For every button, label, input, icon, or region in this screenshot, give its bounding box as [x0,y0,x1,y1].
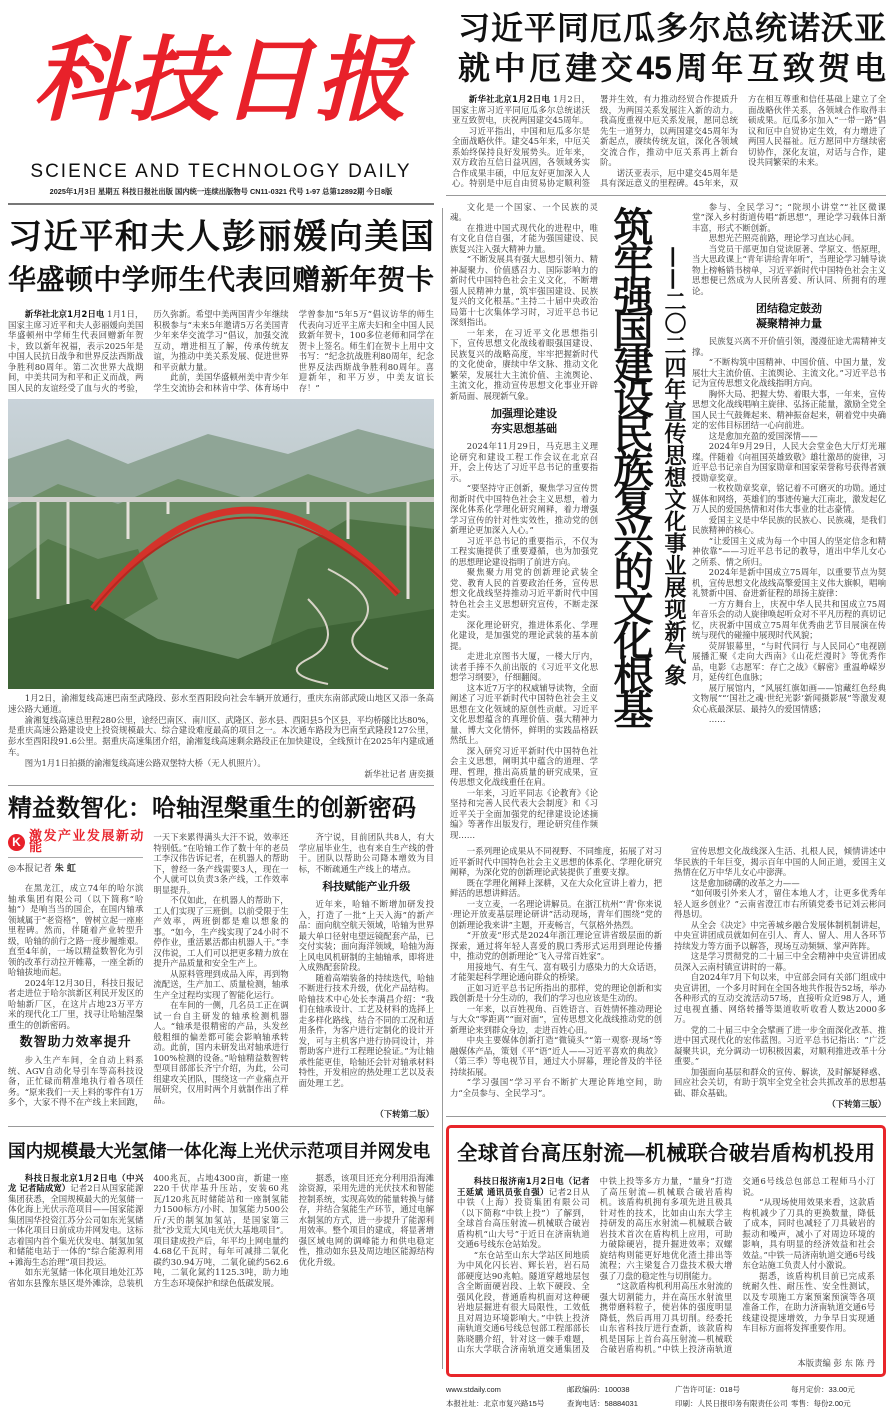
footer-retail-price: 零售：每份2.00元 [791,1399,851,1408]
ecuador-headline-line2[interactable]: 就中厄建交45周年互致贺电 [458,50,886,86]
culture-title[interactable]: 筑牢强国建设民族复兴的文化根基 [607,205,653,723]
subheading: 加强理论建设 夯实思想基础 [491,407,557,435]
paragraph: “不断构筑中国精神、中国价值、中国力量，发展壮大主流价值、主流舆论、主流文化。”习近平总书记为宣传思想文化战线指明方向。 [692,357,886,388]
divider [8,1126,434,1127]
paragraph: 一枚枚勋章奖章，铭记着不可磨灭的功勋。通过媒体和网络，英雄们的事迹传遍大江南北，激发起亿万人民的爱国热情和对伟大事业的壮志豪情。 [692,483,886,514]
ecuador-headline-line1[interactable]: 习近平同厄瓜多尔总统诺沃亚 [458,10,886,46]
paragraph: “这款盾构机利用高压水射流的强大切割能力，并在高压水射流里携带磨料粒子，使岩体的强度明显降低，然后再用刀具切削。经委托山东省科技厅进行查新，该款盾构机是国际上首台高压射流—机械联合破岩盾构机。”中铁上投济南轨道交通6号线总包部总工程师马小汀说。 [599,1176,875,1354]
solar-article-body [8,1173,434,1289]
harbin-article-body [8,829,434,1108]
paragraph: 民族复兴离不开价值引领，漫漫征途尤需精神支撑。 [692,336,886,357]
paragraph: 诺沃亚表示，厄中建交45周年是具有深远意义的里程碑。45年来，双方在相互尊重和信任基础上建立了全面战略伙伴关系，各领域合作取得丰硕成果。厄瓜多尔加入“一带一路”倡议和厄中自贸协定生效，有力增进了两国人民福祉。厄方愿同中方继续密切协作，深化友谊，对话与合作，建设共同繁荣的未来。 [600,94,886,188]
culture-left-column [450,202,598,841]
footer-postcode: 邮政编码：100038 [567,1385,630,1394]
paragraph: 习近平总书记的重要指示，不仅为工程实施提供了重要遵循，也为加强党的思想理论建设指明了前进方向。 [450,535,598,567]
issue-info-line: 2025年1月3日 星期五 科技日报社出版 国内统一连续出版物号 CN11-0321 代号 1-97 总第12892期 今日8版 [49,187,393,196]
subheading: 科技赋能产业升级 [322,880,411,894]
paragraph [452,94,590,126]
paragraph: 一年来，习近平同志《论教育》《论坚持和完善人民代表大会制度》和《习近平关于全面加强党的纪律建设论述摘编》等著作出版发行，理论研究佳作频现…… [450,787,598,840]
culture-bottom [446,846,886,1098]
paragraph: 这是愈加充盈的爱国深情—— [708,430,818,441]
paragraph: 2024年9月29日，人民大会堂金色大厅灯光璀璨。伴随着《向祖国英雄致敬》雄壮激昂的旋律，习近平总书记亲自为国家勋章和国家荣誉称号获得者颁授勋章奖章。 [692,441,886,483]
culture-right-column [692,202,886,725]
paragraph: 聚焦聚力用党的创新理论武装全党、教育人民的首要政治任务，宣传思想文化战线坚持推动习近平新时代中国特色社会主义思想研究宣传，不断走深走实。 [450,567,598,619]
byline [8,863,143,875]
paragraph [8,1173,143,1268]
culture-bottom-right-column [674,846,886,1098]
masthead-divider [8,203,434,205]
paragraph: 正如习近平总书记所指出的那样，党的理论创新和实践创新是十分生动的，我们的学习也应该是生动的。 [450,982,662,1003]
paragraph: 展厅展馆内，“风展红旗如画——馆藏红色经典文物展”“‘国社之魂·世纪光影’新闻摄影展”等激发观众心底最深层、最持久的爱国情感； [692,682,886,714]
paragraph: 步入生产车间，全自动上料系统、AGV自动化导引车等高科技设备，正忙碌而精准地执行着各项任务。“原来我们一天上料的零件有1万多个，大家不得不在产线上来回跑，一天下来累得满头大汗不说，效率还特别低。”在哈轴工作了数十年的老员工李汉伟告诉记者，在机器人的帮助下，曾经一条产线需要3人，现在一个人就可以负责3条产线，工作效率明显提升。 [8,832,289,1108]
paragraph: 在车间的一侧，几名员工正在调试一台自主研发的轴承检测机器人。“轴承是很精密的产品，头发丝般粗细的偏差都可能会影响轴承转动。此前，国内未研发出对轴承进行100%检测的设备。”哈轴精益数智转型项目部部长齐宁介绍，为此，公司组建攻关团队，围绕这一产业痛点开展研究，仅用时两个月就制作出了样品。 [153,1000,289,1105]
paragraph: 荧屏银幕里，“与时代同行 与人民同心”电视剧展播汇聚《走向大西南》《山花烂漫时》等优秀作品，电影《志愿军：存亡之战》《解密》重温峥嵘岁月，延传红色血脉； [692,640,886,682]
paragraph: 爱国主义是中华民族的民族心、民族魂，是我们民族精神的核心。 [692,514,886,535]
paragraph: 参与、全民学习”；“院坝小讲堂”“社区微课堂”深入乡村街道传唱“新思想”，理论学习载体日渐丰富，形式不断创新。 [692,201,886,233]
paragraph: 不仅如此，在机器人的帮助下，工人们实现了三班倒。以前受限于生产效率，两班倒都是难以想象的事。“如今，生产线实现了24小时不停作业，重活累活都由机器人干。”李汉伟说，工人们可以把更多精力放在提升产品质量和安全生产上。 [153,895,289,969]
paragraph: 这是愈加磅礴的改革之力—— [690,877,800,888]
photo-credit: 新华社记者 唐奕摄 [364,768,434,779]
paragraph: 据悉，该盾构机目前已完成系统耐久性、耐压性、安全性测试，以及专项施工方案预案预演等各项准备工作，在助力济南轨道交通6号线建设提速增效，力争早日实现通车目标方面将发挥重要作用。 [742,1270,875,1333]
footer-address: 本报社址：北京市复兴路15号 [446,1399,545,1408]
paragraph-text: 1月2日，国家主席习近平同厄瓜多尔总统诺沃亚互致贺电，庆祝两国建交45周年。 [452,94,590,125]
paragraph: 此前，美国华盛顿州美中青少年学生交流协会和林肯中学、体育场中学曾参加“5年5万”倡议访华的师生代表向习近平主席夫妇和全中国人民致新年贺卡，100多位老师和同学在贺卡上签名。师生们在贺卡上用中文书写：“纪念抗战胜利80周年，纪念世界反法西斯战争胜利80周年。喜迎新年，和平万岁，中美友谊长存！” [153,309,434,393]
paragraph: 近年来，哈轴不断增加研发投入，打造了一批“上天入海”的新产品：面向航空航天领域，哈轴为世界最大单口径射电望远镜配套产品，已交付实装；面向海洋领域，哈轴为海上风电风机研制的主轴轴承，即将进入成熟配套阶段。 [298,899,434,973]
subheading: 数智助力效率提升 [19,1035,132,1051]
paragraph: 当党员干部更加自觉读原著、学原文、悟原理，当大思政课上“青年讲给青年听”，当理论学习辅导读物上榜畅销书榜单，习近平新时代中国特色社会主义思想便已然成为人民所喜爱、所认同、所拥有的理论。 [692,243,886,296]
paragraph: “从现场使用效果来看，这款盾构机减少了刀具的更换数量，降低了成本，同时也减轻了刀具破岩的振动和噪声，减小了对周边环境的影响，具有明显的经济效益和社会效益。”中铁一局济南轨道交通6号线东仓站施工负责人付小激说。 [742,1197,875,1270]
masthead-logo: 科技日报 [32,26,409,134]
paragraph: “不断发展具有强大思想引领力、精神凝聚力、价值感召力、国际影响力的新时代中国特色社会主义文化，不断增强人民精神力量，筑牢强国建设、民族复兴的文化根基。”主持二十届中央政治局第十七次集体学习时，习近平总书记深刻指出。 [450,254,598,327]
byline-prefix: ◎本报记者 [8,864,52,875]
culture-subtitle: ——二〇二四年宣传思想文化事业展现新气象 [661,245,687,686]
footer-website[interactable]: www.stdaily.com [446,1385,501,1394]
paragraph: …… [708,714,726,724]
paragraph: 如东光氢储一体化项目地处江苏省如东县豫东垦区堤外滩涂，总装机400兆瓦，占地4300亩，新建一座220千伏岸基升压站，安装60兆瓦/120兆瓦时储能站和一座制氢能力1500标方/小时、加氢能力500公斤/天的制氢加氢站，是国家第三批“沙戈荒大风电光伏大基地项目”。项目建成投产后，年平均上网电量约4.68亿千瓦时，每年可减排二氧化碳约30.94万吨，二氧化硫约562.6吨，二氧化氮约1125.3吨，助力地方生态环境保护和绿色低碳发展。 [8,1172,289,1288]
paragraph: “要坚持守正创新，聚焦学习宣传贯彻新时代中国特色社会主义思想，着力深化体系化学理化研究阐释，着力增强学习宣传的针对性实效性，推动党的创新理论更加深入人心。” [450,483,598,535]
paragraph-text: 记者2日从中铁（上海）投资集团有限公司（以下简称“中铁上投”）了解到，全球首台高压射流—机械联合破岩盾构机“山大号”于近日在济南轨道交通6号线东仓站始发。 [457,1186,590,1249]
paragraph: 深化理论研究，推进体系化、学理化建设，是加强党的理论武装的基本前提。 [450,619,598,651]
bridge-photo [8,399,434,689]
paragraph: 2024年12月30日，科技日报记者走进位于哈尔滨新区利民开发区的哈轴新厂区，在这片占地23万平方米的现代化工厂里，找寻让哈轴涅槃重生的创新密码。 [8,977,144,1030]
paragraph: 2024年11月29日，马克思主义理论研究和建设工程工作会议在北京召开，会上传达了习近平总书记的重要指示。 [450,441,598,483]
kicker-banner [8,829,144,858]
paragraph: 加强面向基层和群众的宣传、解读，及时解疑释惑、回应社会关切，有助于筑牢全党全社会共抓改革的思想基础、群众基础。 [674,1066,886,1098]
right-half [442,8,886,1409]
photo-caption [8,693,434,769]
paragraph: 齐宁说，目前团队共8人，有大学应届毕业生，也有来自生产线的骨干。团队以帮助公司降本增效为目标，不断疏通生产线上的堵点。 [298,832,434,874]
paragraph: 从原料管理到成品入库，再到物流配送，生产加工、质量检测，轴承生产全过程均实现了智能化运行。 [153,968,289,1000]
paragraph: “让爱国主义成为每一个中国人的坚定信念和精神依靠”——习近平总书记的教导，道出中华儿女心之所系、情之所归。 [692,535,886,567]
paragraph: 一年来，在习近平文化思想指引下，宣传思想文化战线着眼强国建设、民族复兴的战略高度，牢牢把握新时代的文化使命，赓续中华文脉、推动文化繁荣，发展壮大主流价值、主流舆论、主流文化，推动宣传思想文化事业开辟新局面、展现新气象。 [450,327,598,401]
paragraph-text: 记者2日从国家能源集团获悉，全国规模最大的光氢储一体化海上光伏示范项目——国家能源集团国华投资江苏分公司如东光氢储一体化项目日前成功并网发电。这标志着国内首个集光伏发电、制氢加氢和储能电站于一体的“综合能源利用+滩海生态治理”项目投运。 [8,1183,144,1267]
paragraph: 一方方舞台上，庆祝中华人民共和国成立75周年音乐会的动人旋律唤起听众对不平凡历程的真切记忆，庆祝新中国成立75周年优秀曲艺节目展演在传统与现代的碰撞中展现时代风貌； [692,598,886,640]
footer-phone: 查询电话：58884031 [567,1399,638,1408]
footer [446,1385,886,1409]
culture-article [446,202,886,841]
newyear-card-headline-line1[interactable]: 习近平和夫人彭丽媛向美国 [8,218,434,256]
shield-highlight-box [446,1125,886,1377]
paragraph: 一系列理论成果从不同视野、不同维度，拓展了对习近平新时代中国特色社会主义思想的体系化、学理化研究阐释，为深化党的创新理论武装提供了重要支撑。 [450,846,662,877]
paragraph: 一支立麦，一名理论讲解员。在浙江杭州“‘青’你来说·理论开放麦基层理论研讲”活动现场，青年们围绕“党的创新理论我来讲”主题，开麦畅言，气氛格外热烈。 [450,898,662,930]
divider [8,785,434,786]
dateline: 科技日报济南1月2日电（记者王延斌 通讯员张自强） [457,1176,590,1197]
harbin-headline[interactable]: 精益数智化：哈轴涅槃重生的创新密码 [8,795,416,823]
shield-article-body [457,1176,875,1355]
paragraph: 渝湘复线高速总里程280公里，途经巴南区、南川区、武隆区、彭水县、酉阳县5个区县，平均桥隧比达80%，是重庆高速公路建设史上投资规模最大、综合建设难度最高的项目之一。本次通车路段为巴南至武隆段127公里，彭水至酉阳段91.6公里。据重庆高速集团介绍，渝湘复线高速剩余路段正在加快建设，全线预计在2025年内建成通车。 [8,714,434,757]
ecuador-article-body [446,94,886,189]
paragraph: 从全会《决定》中完善城乡融合发展体制机制讲起，中央宣讲团成员就如何在引人、育人、留人、用人各环节持续发力等方面予以解答，现场互动频频、掌声阵阵。 [674,919,886,951]
footer-ad-license: 广告许可证：018号 [675,1385,741,1394]
k-logo-icon: K [8,834,25,851]
culture-bottom-left-column [450,846,662,1098]
divider [446,195,886,196]
paragraph: “东仓站至山东大学站区间地质为中风化闪长岩、辉长岩，岩石局部硬度达90兆帕。隧道穿越地层包含全断面硬岩段、上软下硬段、全强风化段，普通盾构机面对这种硬岩地层掘进有很大局限性，工效低且对周边环境影响大。”中铁上投济南轨道交通6号线总包部工程部部长陈晓鹏介绍，针对这一棘手难题，山东大学联合济南轨道交通集团及中铁上投等多方力量，“量身”打造了高压射流—机械联合破岩盾构机。该盾构机拥有多项先进且极具针对性的技术，比如由山东大学主持研发的高压水射流—机械联合破岩技术首次在盾构机上应用，可助力破除硬岩，提升掘进效率；双螺旋结构则能更好地优化渣土排出等流程；六主梁复合刀盘技术极大增强了刀盘的稳定性与切削能力。 [457,1176,733,1354]
paragraph: 据悉，该项目还充分利用沿海滩涂资源，采用先进的光伏技术和智能控制系统，实现高效的能量转换与储存，并结合氢能生产环节，通过电解水制氢的方式，进一步提升了能源利用效率。整个项目的建成，将显著增强区域电网的调峰能力和供电稳定性，推动如东县及周边地区能源结构优化升级。 [298,1172,434,1267]
footer-printer: 印刷：人民日报印务有限责任公司 [675,1399,788,1408]
paragraph: 在黑龙江，成立74年的哈尔滨轴承集团有限公司（以下简称“哈轴”）是响当当的国企，在国内轴承领域属于“老资格”，曾树立起一座座里程碑。然而，伴随着产业转型升级，哈轴的前行之路一度步履维艰。直至4年前，一场以精益数智化为引领的改革行动拉开帷幕，一座全新的哈轴拔地而起。 [8,883,144,978]
shield-headline[interactable]: 全球首台高压射流—机械联合破岩盾构机投用 [457,1142,875,1165]
paragraph: 胸怀大局、把握大势、着眼大事，一年来，宣传思想文化战线唱响主旋律、弘扬正能量，激励全党全国人民士气鼓舞起来、精神振奋起来，朝着党中央确定的宏伟目标团结一心向前进。 [692,388,886,430]
paragraph: 宣传思想文化战线深入生活、扎根人民，倾情讲述中华民族的千年巨变，揭示百年中国的人间正道，爱国主义热情在亿万中华儿女心中澎湃。 [674,846,886,877]
paragraph: 走进北京图书大厦，一楼大厅内，读者手捧不久前出版的《习近平文化思想学习纲要》，仔细翻阅。 [450,651,598,682]
left-half [8,0,434,1288]
paragraph [457,1176,590,1250]
divider [442,208,443,1369]
culture-continued-note[interactable]: （下转第三版） [827,1099,886,1109]
paragraph: 在推进中国式现代化的进程中，唯有文化自信自强，才能为强国建设、民族复兴注入强大精神力量。 [450,222,598,254]
paragraph: “如何吸引外来人才，留住本地人才，让更多优秀年轻人返乡创业？”云南省澄江市右所镇党委书记刘云彬问得恳切。 [674,888,886,919]
dateline: 科技日报北京1月2日电（中兴龙 记者陆成宽） [8,1172,144,1194]
editor-line: 本版责编 彭 东 陈 丹 [797,1357,875,1368]
paragraph: 一年来，以百姓视角、百姓语言、百姓情怀推动理论与大众“零距离”“面对面”，宣传思想文化战线推动党的创新理论来到群众身边，走进百姓心田。 [450,1003,662,1035]
subheading: 团结稳定鼓劲 凝聚精神力量 [756,302,822,330]
dateline: 新华社北京1月2日电 [468,94,551,104]
paragraph: 深入研究习近平新时代中国特色社会主义思想，阐明其中蕴含的道理、学理、哲理，推出高质量的研究成果，宣传思想文化战线重任在肩。 [450,745,598,787]
dateline: 新华社北京1月2日电 [24,309,105,319]
paragraph: 党的二十届三中全会擘画了进一步全面深化改革、推进中国式现代化的宏伟蓝图。习近平总书记指出：“广泛凝聚共识，充分调动一切积极因素，对顺利推进改革十分重要。” [674,1024,886,1066]
paragraph: 2024年是新中国成立75周年，以重要节点为契机，宣传思想文化战线高擎爱国主义伟大旗帜，唱响礼赞新中国、奋进新征程的昂扬主旋律： [692,567,886,598]
newyear-card-article-body [8,309,434,393]
paragraph: 这本近7万字的权威辅导读物，全面阐述了习近平新时代中国特色社会主义思想在文化领域的原创性贡献。习近平文化思想蕴含的真理价值、强大精神力量、博大文化情怀，鲜明的实践品格跃然纸上。 [450,682,598,745]
paragraph: 1月2日，渝湘复线高速巴南至武隆段、彭水至酉阳段向社会车辆开放通行，重庆东南部武陵山地区又添一条高速公路大通道。 [8,693,434,714]
paragraph: 自2024年7月下旬以来，中宣部会同有关部门组成中央宣讲团，一个多月时间在全国各地共作报告52场，举办各种形式的互动交流活动57场，直接听众近98万人，通过电视直播、网络转播等渠道收听收看人数达2000多万。 [674,972,886,1024]
paragraph: 文化是一个国家、一个民族的灵魂。 [450,201,598,222]
byline-name: 朱 虹 [54,864,76,875]
paragraph-text: 1月1日，国家主席习近平和夫人彭丽媛向美国华盛顿州中学师生代表回赠新年贺卡，致以新年祝福，表示2025年是中国人民抗日战争和世界反法西斯战争胜利80周年。第二次世界大战期间，中美共同为和平和正义而战，两国人民的友谊经受了血与火的考验，历久弥新。希望中美两国青少年继续积极参与“未来5年邀请5万名美国青少年来华交流学习”倡议，加强交流互动，增进相互了解，传承传统友谊，为推动中美关系发展、促进世界和平贡献力量。 [8,309,289,393]
footer-monthly-price: 每月定价：33.00元 [791,1385,855,1394]
kicker-label: 激发产业发展新动能 [29,829,144,855]
paragraph: 中央主要媒体创新打造“微镜头”“第一观察·现场”等融媒体产品，策划《平“语”近人——习近平喜欢的典故》（第三季）等电视节目，通过大小屏幕，理论普及的半径持续拓展。 [450,1035,662,1077]
paragraph: 习近平指出，中国和厄瓜多尔是全面战略伙伴。建交45年来，中厄关系始终保持良好发展势头。近年来，双方政治互信日益巩固，各领域务实合作成果丰硕，中厄友好更加深入人心。特别是中厄自由贸易协定顺利签署并生效，有力推动经贸合作提质升级，为两国关系发展注入新的动力。我高度重视中厄关系发展，愿同总统先生一道努力，以两国建交45周年为新起点，赓续传统友谊，深化各领域交流合作，推动中厄关系再上新台阶。 [452,94,738,188]
paragraph: 用接地气、有生气、富有吸引力感染力的大众话语，才能架起科学理论通向群众的桥梁。 [450,961,662,982]
harbin-continued-note[interactable]: （下转第二版） [375,1108,434,1119]
paragraph: 思想光芒照亮前路，理论学习直达心间。 [708,233,860,243]
paragraph: 这是学习贯彻党的二十届三中全会精神中央宣讲团成员深入云南村镇宣讲时的一幕。 [674,951,886,972]
bridge-deck [8,497,434,502]
paragraph: 图为1月1日拍摄的渝湘复线高速公路双堡特大桥（无人机照片）。 [24,757,266,768]
solar-headline[interactable]: 国内规模最大光氢储一体化海上光伏示范项目并网发电 [8,1140,431,1161]
paragraph: 既在学理化阐释上深耕，又在大众化宣讲上着力，把鲜活的思想讲鲜活。 [450,877,662,898]
paragraph: 随着高端装备的持续迭代，哈轴不断进行技术升级，优化产品结构。哈轴技术中心处长李满昌介绍：“我们在轴承设计、工艺及材料的选择上走多样化路线，结合不同的工况和适用条件，为客户进行定制化的设计开发，可与主机客户进行协同设计，并帮助客户进行工程理论验证。”为让轴承性能更佳，哈轴还会针对轴承材料特性，开发相应的热处理工艺以及表面处理工艺。 [298,972,434,1088]
newyear-card-headline-line2[interactable]: 华盛顿中学师生代表回赠新年贺卡 [8,264,434,295]
paragraph: “学习强国”学习平台不断扩大理论阵地空间，助力“全员参与、全民学习”。 [450,1077,662,1098]
masthead-english-name: SCIENCE AND TECHNOLOGY DAILY [30,161,412,182]
divider [446,1116,886,1117]
paragraph: “开放麦”形式是2024年浙江理论宣讲省级层面的新探索，通过将年轻人喜爱的脱口秀形式运用到理论传播中，推动党的创新理论“飞入寻常百姓家”。 [450,930,662,961]
